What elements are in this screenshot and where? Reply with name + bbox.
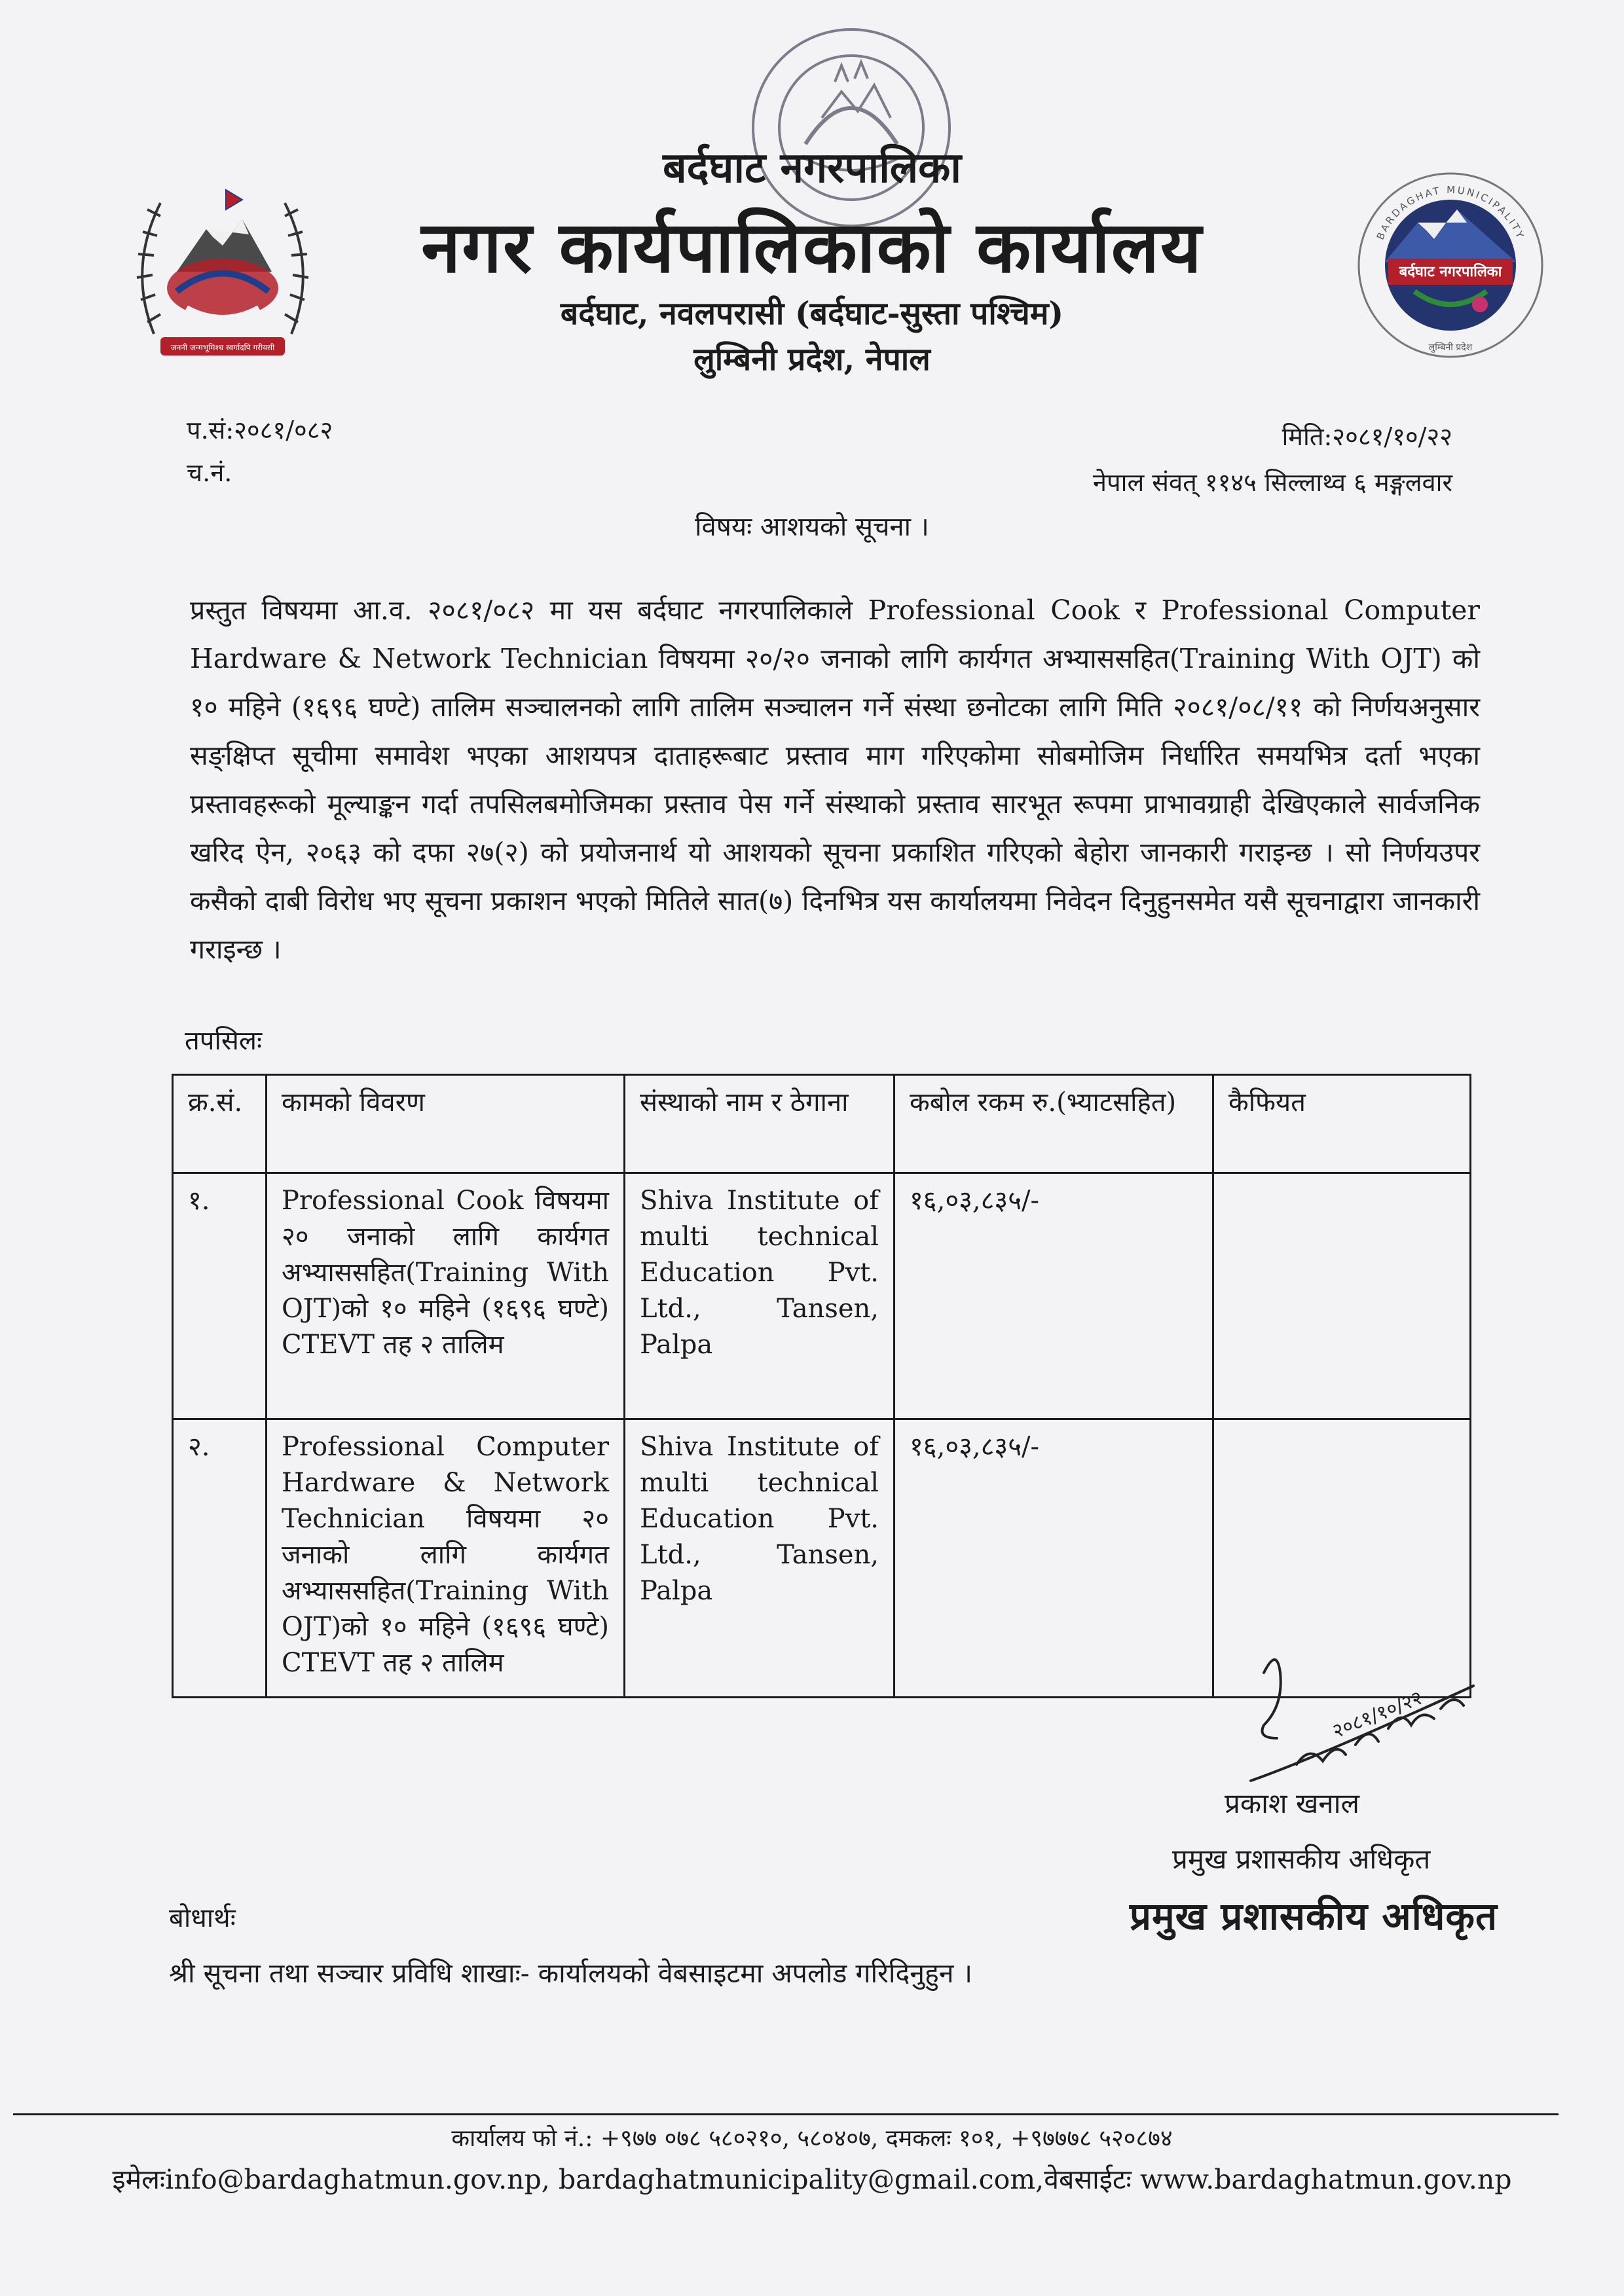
header-institution: संस्थाको नाम र ठेगाना bbox=[625, 1075, 895, 1173]
emblem-motto: जननी जन्मभूमिश्च स्वर्गादपि गरीयसी bbox=[170, 343, 275, 352]
office-title: नगर कार्यपालिकाको कार्यालय bbox=[421, 206, 1203, 289]
row-description: Professional Cook विषयमा २० जनाको लागि कार्यगत अभ्याससहित(Training With OJT)को १० महिने (१६९६ घण्टे) CTEVT तह २ तालिम bbox=[267, 1173, 625, 1419]
footer-email-web: इमेलःinfo@bardaghatmun.gov.np, bardaghatmunicipality@gmail.com,वेबसाईटः www.bardaghatmun.gov.np bbox=[112, 2164, 1512, 2195]
header-remarks: कैफियत bbox=[1213, 1075, 1471, 1173]
logo-arc-text: BARDAGHAT MUNICIPALITY bbox=[1374, 183, 1527, 242]
nepal-samvat-date: नेपाल संवत् ११४५ सिल्लाथ्व ६ मङ्गलवार bbox=[1092, 468, 1452, 497]
row-sn: २. bbox=[173, 1419, 267, 1697]
row-amount: १६,०३,८३५/- bbox=[895, 1419, 1213, 1697]
ref-number: प.सं:२०८१/०८२ bbox=[187, 416, 333, 445]
bodharth-label: बोधार्थः bbox=[169, 1903, 236, 1933]
row-sn: १. bbox=[173, 1173, 267, 1419]
row-institution: Shiva Institute of multi technical Education Pvt. Ltd., Tansen, Palpa bbox=[625, 1173, 895, 1419]
logo-name: बर्दघाट नगरपालिका bbox=[1399, 264, 1502, 280]
footer-phone: कार्यालय फो नं.: +९७७ ०७८ ५८०२१०, ५८०४०७, दमकलः १०१, +९७७७८ ५२०८७४ bbox=[451, 2125, 1173, 2152]
dispatch-number: च.नं. bbox=[187, 458, 232, 487]
signature-date: २०८१/१०/२२ bbox=[1329, 1686, 1426, 1743]
designation-stamp: प्रमुख प्रशासकीय अधिकृत bbox=[1130, 1894, 1498, 1939]
row-institution: Shiva Institute of multi technical Education Pvt. Ltd., Tansen, Palpa bbox=[625, 1419, 895, 1697]
tapasil-label: तपसिलः bbox=[185, 1026, 263, 1056]
header-description: कामको विवरण bbox=[267, 1075, 625, 1173]
table-header-row bbox=[173, 1075, 1471, 1173]
office-address: बर्दघाट, नवलपरासी (बर्दघाट-सुस्ता पश्चिम) bbox=[560, 295, 1064, 332]
footer-divider bbox=[13, 2113, 1559, 2115]
logo-bottom-text: लुम्बिनी प्रदेश bbox=[1428, 342, 1473, 353]
municipality-name: बर्दघाट नगरपालिका bbox=[663, 143, 961, 192]
notice-body: प्रस्तुत विषयमा आ.व. २०८१/०८२ मा यस बर्दघाट नगरपालिकाले Professional Cook र Professional Computer Hardware & Network Technician विषयमा २०/२० जनाको लागि कार्यगत अभ्याससहित(Training With OJT) को १० महिने (१६९६ घण्टे) तालिम सञ्चालनको लागि तालिम सञ्चालन गर्ने संस्था छनोटका लागि मिति २०८१/०८/११ को निर्णयअनुसार सङ्क्षिप्त सूचीमा समावेश भएका आशयपत्र दाताहरूबाट प्रस्ताव माग गरिएकोमा सोबमोजिम निर्धारित समयभित्र दर्ता भएका प्रस्तावहरूको मूल्याङ्कन गर्दा तपसिलबमोजिमका प्रस्ताव पेस गर्ने संस्थाको प्रस्ताव सारभूत रूपमा प्राभावग्राही देखिएकाले सार्वजनिक खरिद ऐन, २०६३ को दफा २७(२) को प्रयोजनार्थ यो आशयको सूचना प्रकाशित गरिएको बेहोरा जानकारी गराइन्छ । सो निर्णयउपर कसैको दाबी विरोध भए सूचना प्रकाशन भएको मितिले सात(७) दिनभित्र यस कार्यालयमा निवेदन दिनुहुनसमेत यसै सूचनाद्वारा जानकारी गराइन्छ । bbox=[190, 594, 1480, 965]
signatory-name: प्रकाश खनाल bbox=[1225, 1787, 1359, 1819]
signatory-title: प्रमुख प्रशासकीय अधिकृत bbox=[1172, 1843, 1431, 1875]
row-amount: १६,०३,८३५/- bbox=[895, 1173, 1213, 1419]
row-remarks bbox=[1213, 1173, 1471, 1419]
office-province: लुम्बिनी प्रदेश, नेपाल bbox=[693, 341, 931, 378]
bid-results-table bbox=[172, 1074, 1471, 1698]
handwritten-signature bbox=[1238, 1647, 1486, 1797]
row-description: Professional Computer Hardware & Network Technician विषयमा २० जनाको लागि कार्यगत अभ्याससहित(Training With OJT)को १० महिने (१६९६ घण्टे) CTEVT तह २ तालिम bbox=[267, 1419, 625, 1697]
letter-subject: विषयः आशयको सूचना । bbox=[695, 512, 929, 542]
header-sn: क्र.सं. bbox=[173, 1075, 267, 1173]
letter-date: मिति:२०८१/१०/२२ bbox=[1282, 422, 1452, 451]
table-row bbox=[173, 1173, 1471, 1419]
header-amount: कबोल रकम रु.(भ्याटसहित) bbox=[895, 1075, 1213, 1173]
cc-line: श्री सूचना तथा सञ्चार प्रविधि शाखाः- कार्यालयको वेबसाइटमा अपलोड गरिदिनुहुन । bbox=[169, 1958, 973, 1989]
